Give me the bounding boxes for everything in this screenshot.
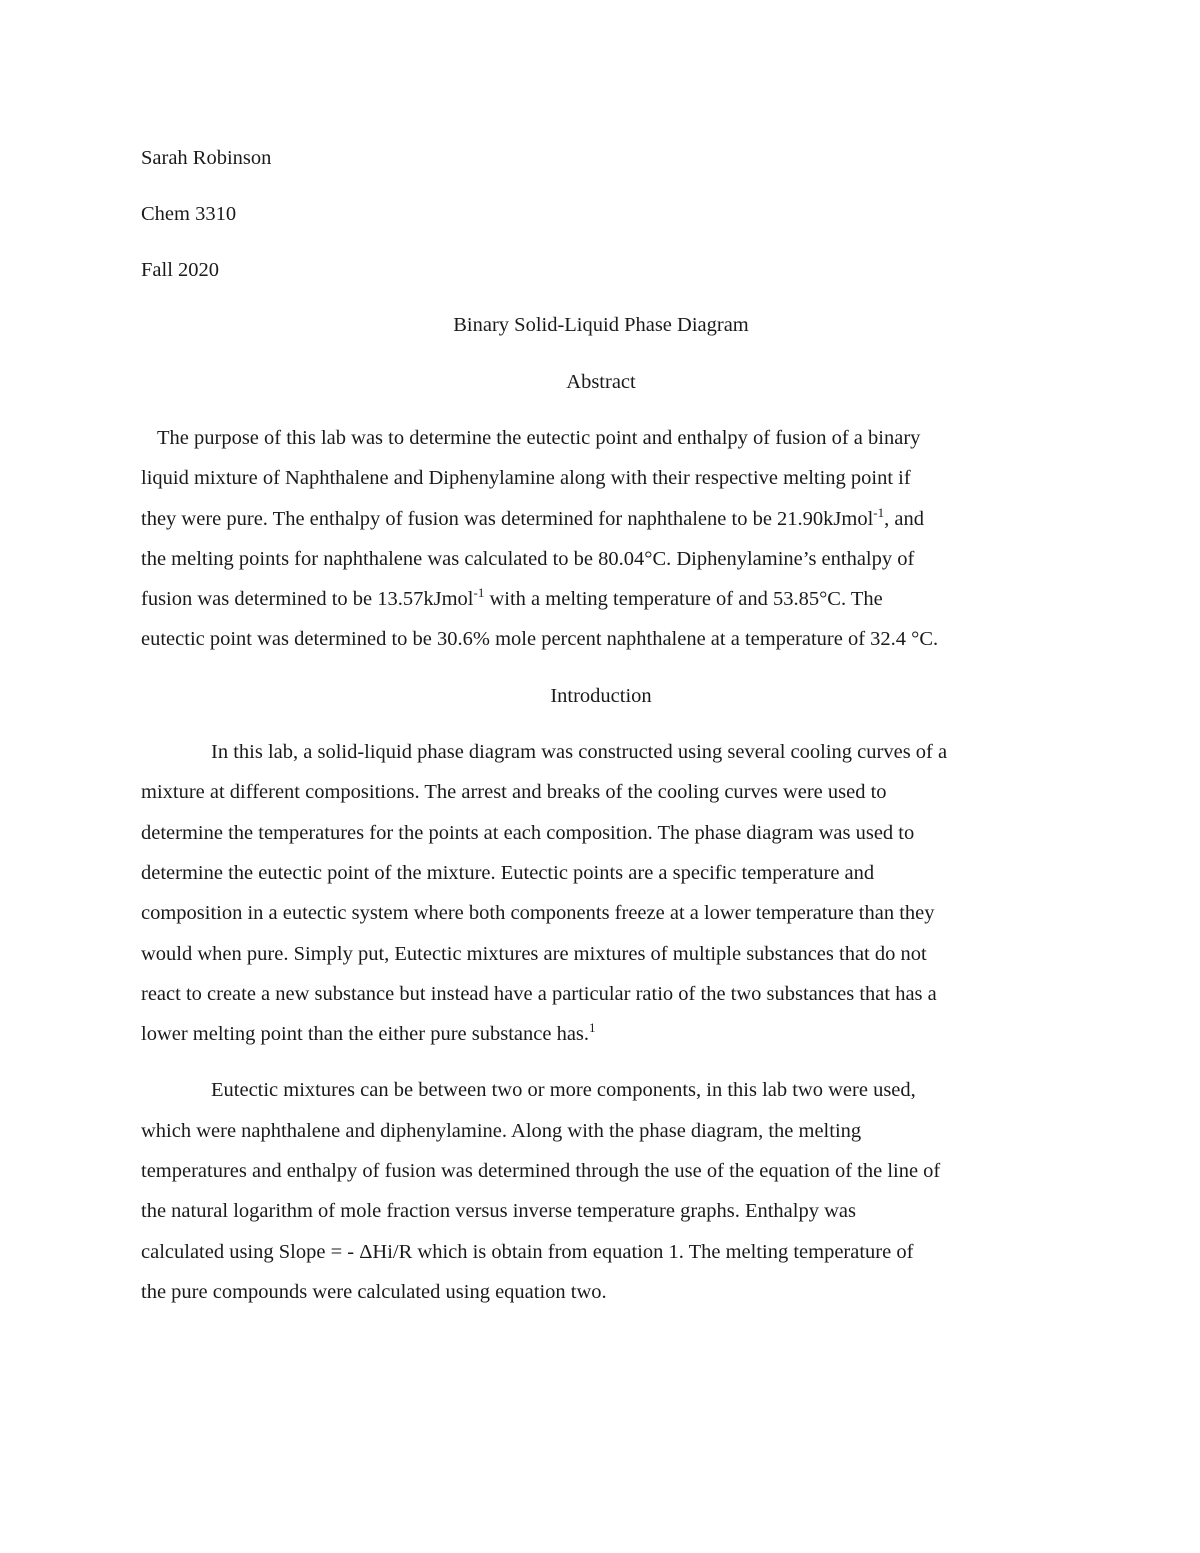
document-title: Binary Solid-Liquid Phase Diagram <box>453 314 749 337</box>
abstract-paragraph <box>141 418 1061 660</box>
paragraph-line: the pure compounds were calculated using equation two. <box>141 1280 607 1303</box>
abstract-text: they were pure. The enthalpy of fusion was determined for naphthalene to be 21.90kJmol <box>141 507 874 530</box>
paragraph-line: would when pure. Simply put, Eutectic mixtures are mixtures of multiple substances that do not <box>141 942 927 965</box>
introduction-heading: Introduction <box>550 684 652 707</box>
abstract-text: fusion was determined to be 13.57kJmol <box>141 588 474 611</box>
abstract-line <box>141 579 1061 619</box>
paragraph-line: In this lab, a solid-liquid phase diagram was constructed using several cooling curves of a <box>211 741 948 764</box>
introduction-paragraph-2 <box>141 1070 1061 1312</box>
abstract-line: eutectic point was determined to be 30.6% mole percent naphthalene at a temperature of 32.4 °C. <box>141 628 939 651</box>
paragraph-line: composition in a eutectic system where both components freeze at a lower temperature than they <box>141 902 935 925</box>
abstract-line: liquid mixture of Naphthalene and Diphenylamine along with their respective melting point if <box>141 467 911 490</box>
paragraph-line: react to create a new substance but instead have a particular ratio of the two substances that has a <box>141 982 937 1005</box>
abstract-text: , and <box>884 507 924 530</box>
paragraph-line: which were naphthalene and diphenylamine. Along with the phase diagram, the melting <box>141 1119 862 1142</box>
paragraph-line: determine the temperatures for the points at each composition. The phase diagram was used to <box>141 821 915 844</box>
paragraph-line: calculated using Slope = - ΔHi/R which is obtain from equation 1. The melting temperature of <box>141 1240 914 1263</box>
paragraph-line: mixture at different compositions. The arrest and breaks of the cooling curves were used to <box>141 781 887 804</box>
paragraph-line <box>141 1014 1061 1054</box>
paragraph-line: the natural logarithm of mole fraction versus inverse temperature graphs. Enthalpy was <box>141 1200 856 1223</box>
paragraph-line: temperatures and enthalpy of fusion was determined through the use of the equation of the line of <box>141 1160 941 1183</box>
course-name: Chem 3310 <box>141 202 237 225</box>
paragraph-text: lower melting point than the either pure substance has. <box>141 1023 590 1046</box>
abstract-line: The purpose of this lab was to determine the eutectic point and enthalpy of fusion of a binary <box>157 426 921 449</box>
superscript: -1 <box>873 504 885 520</box>
introduction-paragraph-1 <box>141 732 1061 1054</box>
paragraph-line: Eutectic mixtures can be between two or more components, in this lab two were used, <box>211 1079 916 1102</box>
abstract-line: the melting points for naphthalene was calculated to be 80.04°C. Diphenylamine’s enthalpy of <box>141 547 915 570</box>
abstract-line <box>141 499 1061 539</box>
paragraph-line: determine the eutectic point of the mixture. Eutectic points are a specific temperature and <box>141 861 875 884</box>
term: Fall 2020 <box>141 258 220 281</box>
citation-superscript: 1 <box>589 1020 596 1036</box>
abstract-heading: Abstract <box>566 370 636 393</box>
author-name: Sarah Robinson <box>141 147 272 169</box>
abstract-text: with a melting temperature of and 53.85°C. The <box>484 588 883 611</box>
superscript: -1 <box>473 585 485 601</box>
document-body <box>141 138 1061 1328</box>
